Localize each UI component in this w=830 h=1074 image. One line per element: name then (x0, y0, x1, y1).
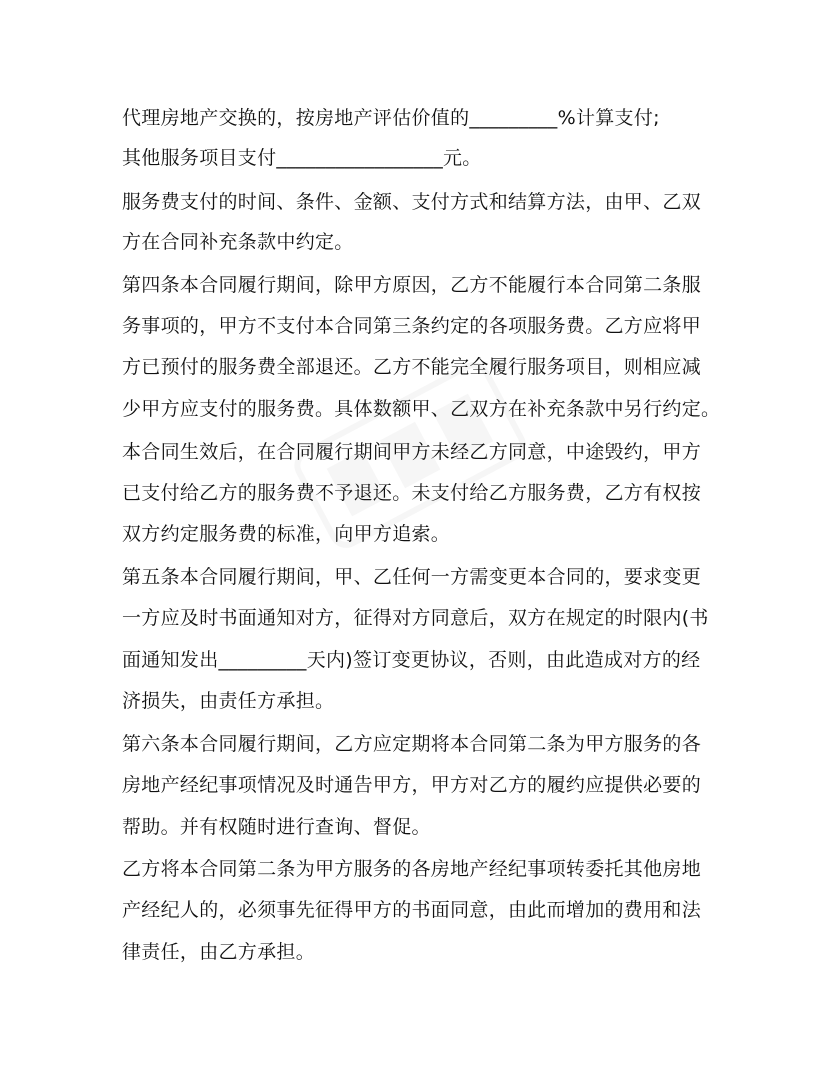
text-line: 第五条本合同履行期间，甲、乙任何一方需变更本合同的，要求变更 (122, 566, 702, 588)
text-line: 方在合同补充条款中约定。 (122, 231, 354, 253)
text-line: 乙方将本合同第二条为甲方服务的各房地产经纪事项转委托其他房地 (122, 858, 702, 880)
text-line: 已支付给乙方的服务费不予退还。未支付给乙方服务费，乙方有权按 (122, 482, 702, 504)
text-line: 少甲方应支付的服务费。具体数额甲、乙双方在补充条款中另行约定。 (122, 398, 721, 420)
text-line: 方已预付的服务费全部退还。乙方不能完全履行服务项目，则相应减 (122, 356, 702, 378)
text-line: 服务费支付的时间、条件、金额、支付方式和结算方法，由甲、乙双 (122, 191, 702, 213)
text-line: 律责任，由乙方承担。 (122, 941, 316, 963)
text-line: 第六条本合同履行期间，乙方应定期将本合同第二条为甲方服务的各 (122, 733, 702, 755)
text-line: 务事项的，甲方不支付本合同第三条约定的各项服务费。乙方应将甲 (122, 315, 702, 337)
text-line: 其他服务项目支付_________________元。 (122, 147, 482, 169)
text-line: 济损失，由责任方承担。 (122, 690, 335, 712)
text-line: 双方约定服务费的标准，向甲方追索。 (122, 523, 451, 545)
text-line: 本合同生效后，在合同履行期间甲方未经乙方同意，中途毁约，甲方 (122, 441, 702, 463)
text-line: 产经纪人的，必须事先征得甲方的书面同意，由此而增加的费用和法 (122, 899, 702, 921)
text-line: 代理房地产交换的，按房地产评估价值的_________%计算支付; (122, 107, 660, 129)
text-line: 帮助。并有权随时进行查询、督促。 (122, 816, 431, 838)
text-line: 一方应及时书面通知对方，征得对方同意后，双方在规定的时限内(书 (122, 607, 709, 629)
text-line: 房地产经纪事项情况及时通告甲方，甲方对乙方的履约应提供必要的 (122, 774, 702, 796)
text-line: 面通知发出_________天内)签订变更协议，否则，由此造成对方的经 (122, 649, 701, 671)
text-line: 第四条本合同履行期间，除甲方原因，乙方不能履行本合同第二条服 (122, 274, 702, 296)
